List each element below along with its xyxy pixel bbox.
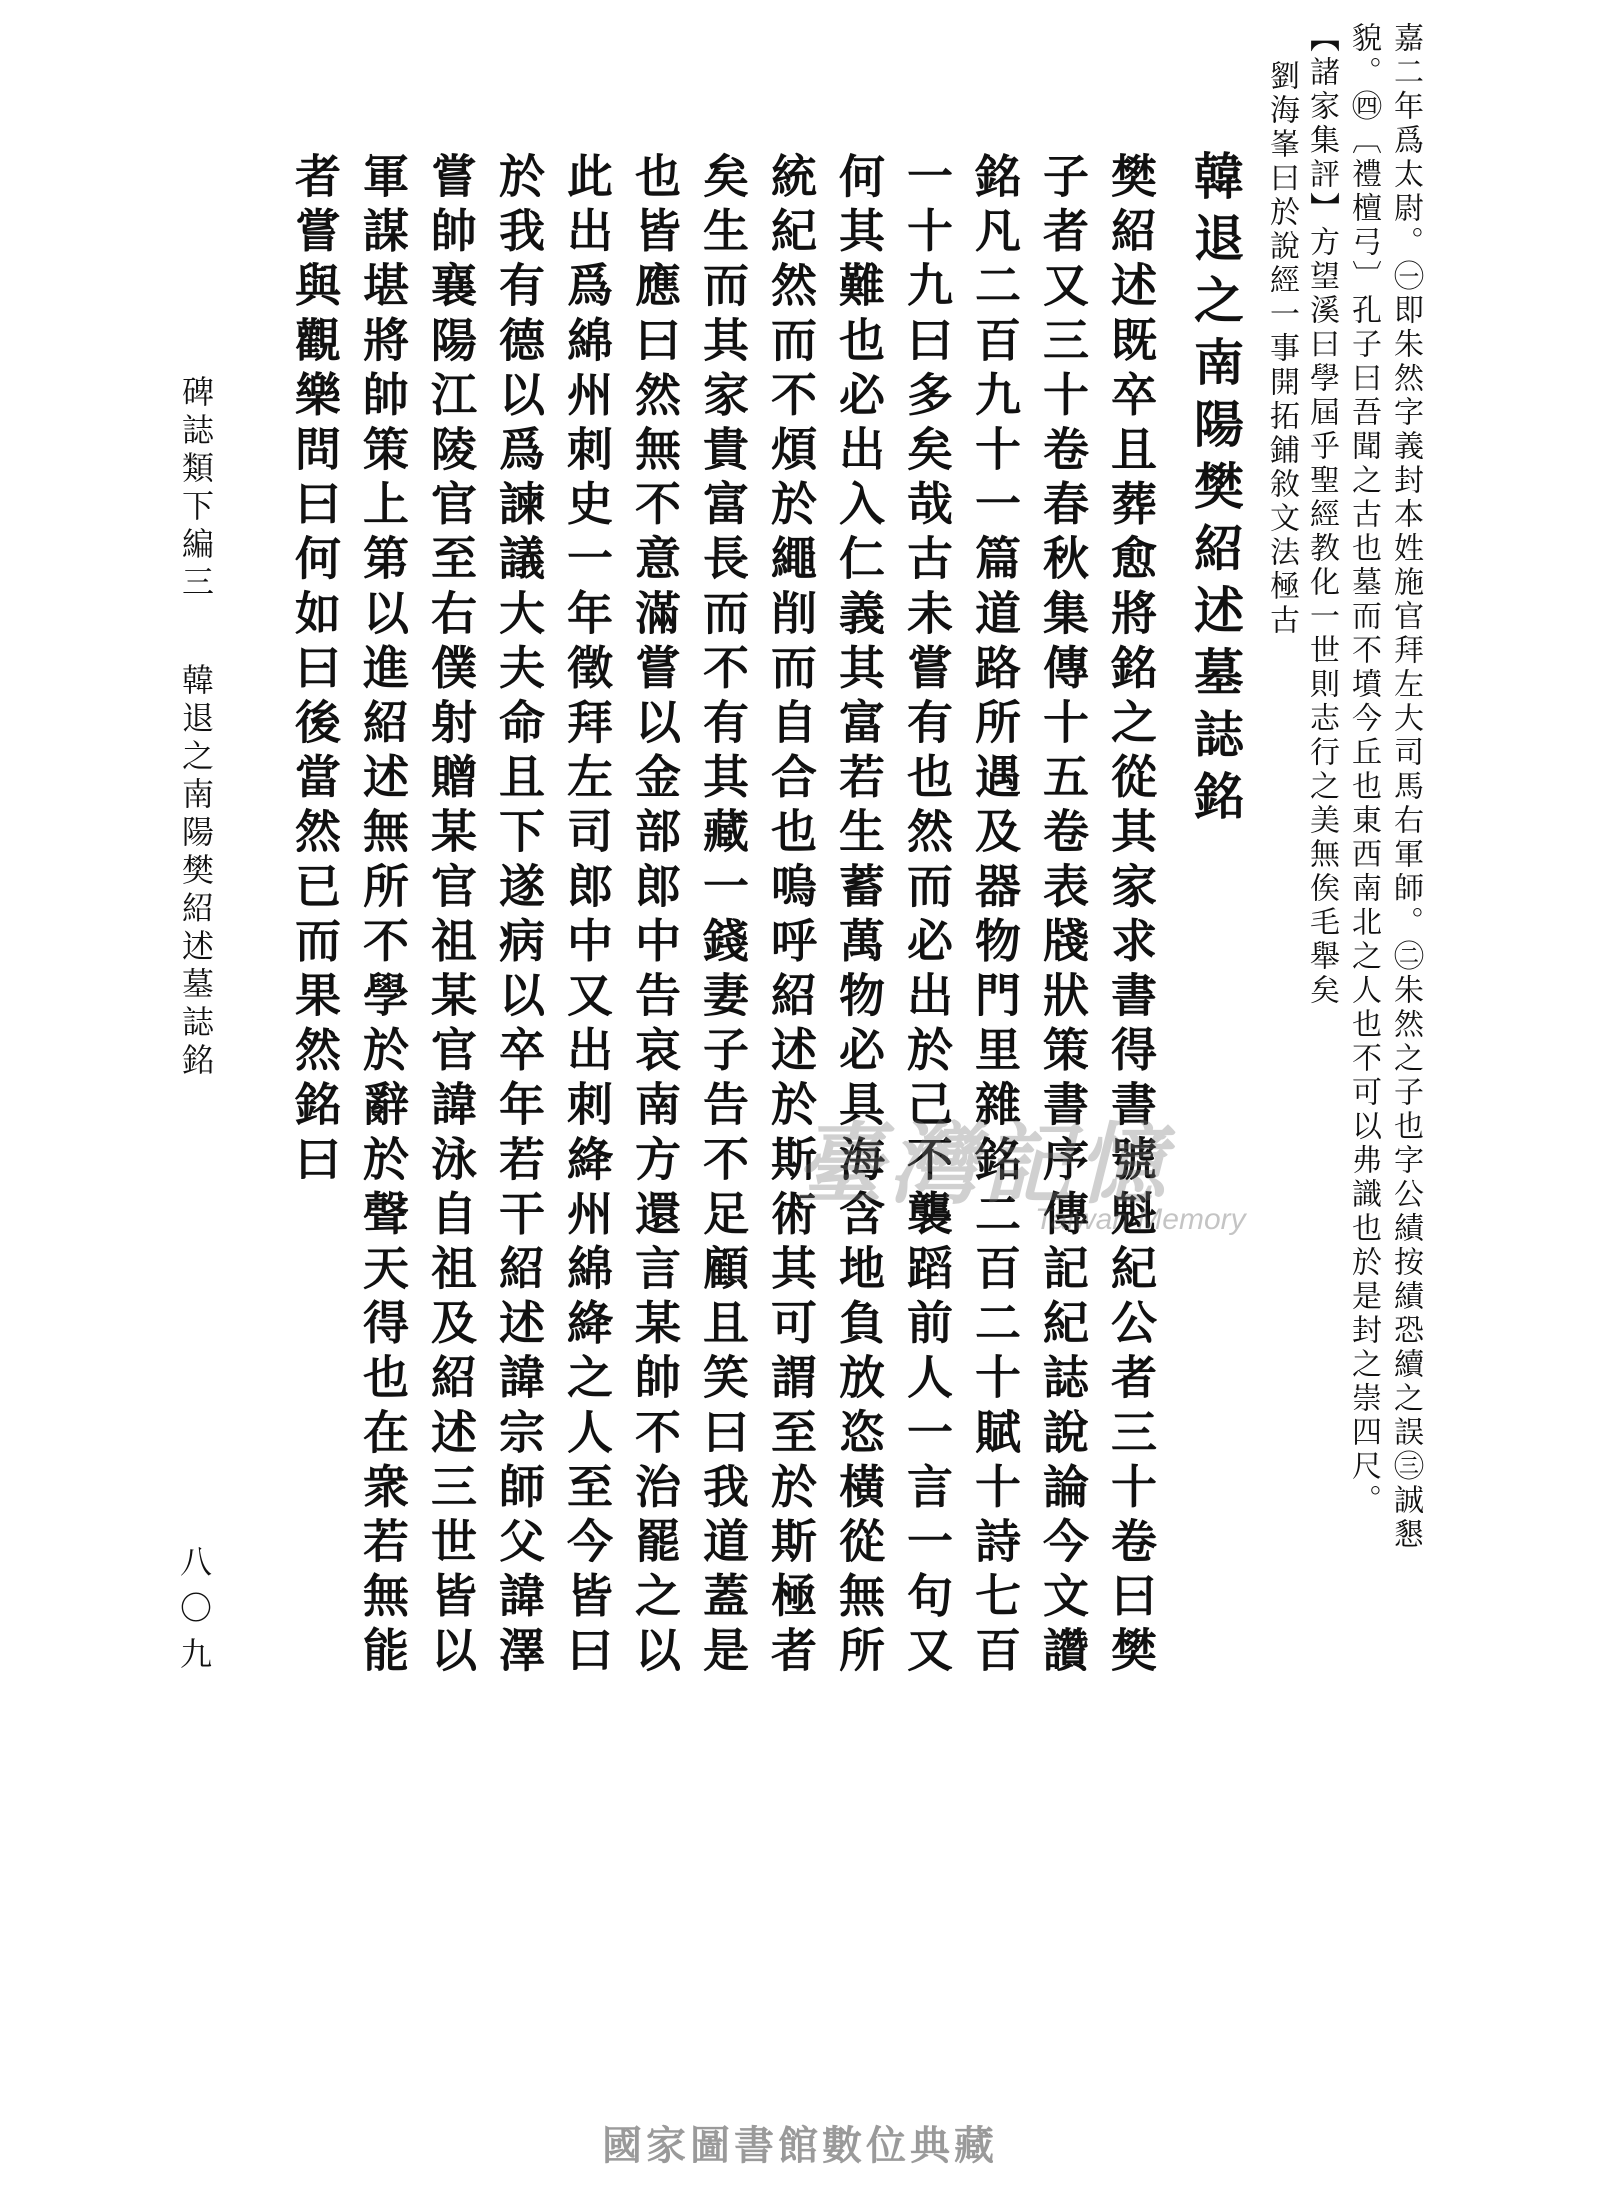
page-number: 八〇九 — [175, 1545, 213, 1683]
library-footer: 國家圖書館數位典藏 — [602, 2123, 998, 2169]
body-column-9: 此出爲綿州刺史一年徵拜左司郎中又出刺絳州綿絳之人至今皆曰 — [560, 152, 614, 1681]
body-column-1: 樊紹述既卒且葬愈將銘之從其家求書得書號魁紀公者三十卷曰樊 — [1104, 152, 1158, 1681]
body-column-12: 軍謀堪將帥策上第以進紹述無所不學於辭於聲天得也在衆若無能 — [356, 152, 410, 1681]
body-column-10: 於我有德以爲諫議大夫命且下遂病以卒年若干紹述諱宗師父諱澤 — [492, 152, 546, 1681]
body-column-13: 者嘗與觀樂問曰何如曰後當然已而果然銘曰 — [288, 152, 342, 1190]
body-column-8: 也皆應曰然無不意滿嘗以金部郎中告哀南方還言某帥不治罷之以 — [628, 152, 682, 1681]
commentary-text-1: 方望溪曰學屆乎聖經教化一世則志行之美無俟毛舉矣 — [1304, 226, 1339, 1008]
body-column-4: 一十九曰多矣哉古未嘗有也然而必出於己不襲蹈前人一言一句又 — [900, 152, 954, 1681]
body-column-7: 矣生而其家貴富長而不有其藏一錢妻子告不足顧且笑曰我道蓋是 — [696, 152, 750, 1681]
body-column-5: 何其難也必出入仁義其富若生蓄萬物必具海含地負放恣橫從無所 — [832, 152, 886, 1681]
book-section-label: 碑誌類下編三 — [177, 375, 215, 603]
note-line-2: 貌。㊃〔禮檀弓〕孔子曰吾聞之古也墓而不墳今丘也東西南北之人也不可以弗識也於是封之崇四尺。 — [1346, 22, 1381, 1518]
article-title: 韓退之南陽樊紹述墓誌銘 — [1186, 150, 1245, 832]
commentary-line-2: 劉海峯曰於說經一事開拓鋪敘文法極古 — [1264, 60, 1299, 638]
body-column-11: 嘗帥襄陽江陵官至右僕射贈某官祖某官諱泳自祖及紹述三世皆以 — [424, 152, 478, 1681]
note-line-1: 嘉二年爲太尉。㊀即朱然字義封本姓施官拜左大司馬右軍師。㊁朱然之子也字公績按績恐續之誤㊂誠懇 — [1388, 22, 1423, 1552]
body-column-2: 子者又三十卷春秋集傳十五卷表牋狀策書序傳記紀誌說論今文讚 — [1036, 152, 1090, 1681]
watermark-logo: 臺灣記憶 — [795, 1112, 1172, 1216]
watermark-subtitle: Taiwan Memory — [1035, 1203, 1246, 1236]
body-column-6: 統紀然而不煩於繩削而自合也嗚呼紹述於斯術其可謂至於斯極者 — [764, 152, 818, 1681]
running-header — [177, 375, 215, 1255]
body-column-3: 銘凡二百九十一篇道路所遇及器物門里雜銘二百二十賦十詩七百 — [968, 152, 1022, 1681]
article-title-margin: 韓退之南陽樊紹述墓誌銘 — [177, 663, 215, 1081]
commentary-line-1 — [1304, 22, 1339, 1402]
commentary-label: 【諸家集評】 — [1304, 22, 1339, 226]
